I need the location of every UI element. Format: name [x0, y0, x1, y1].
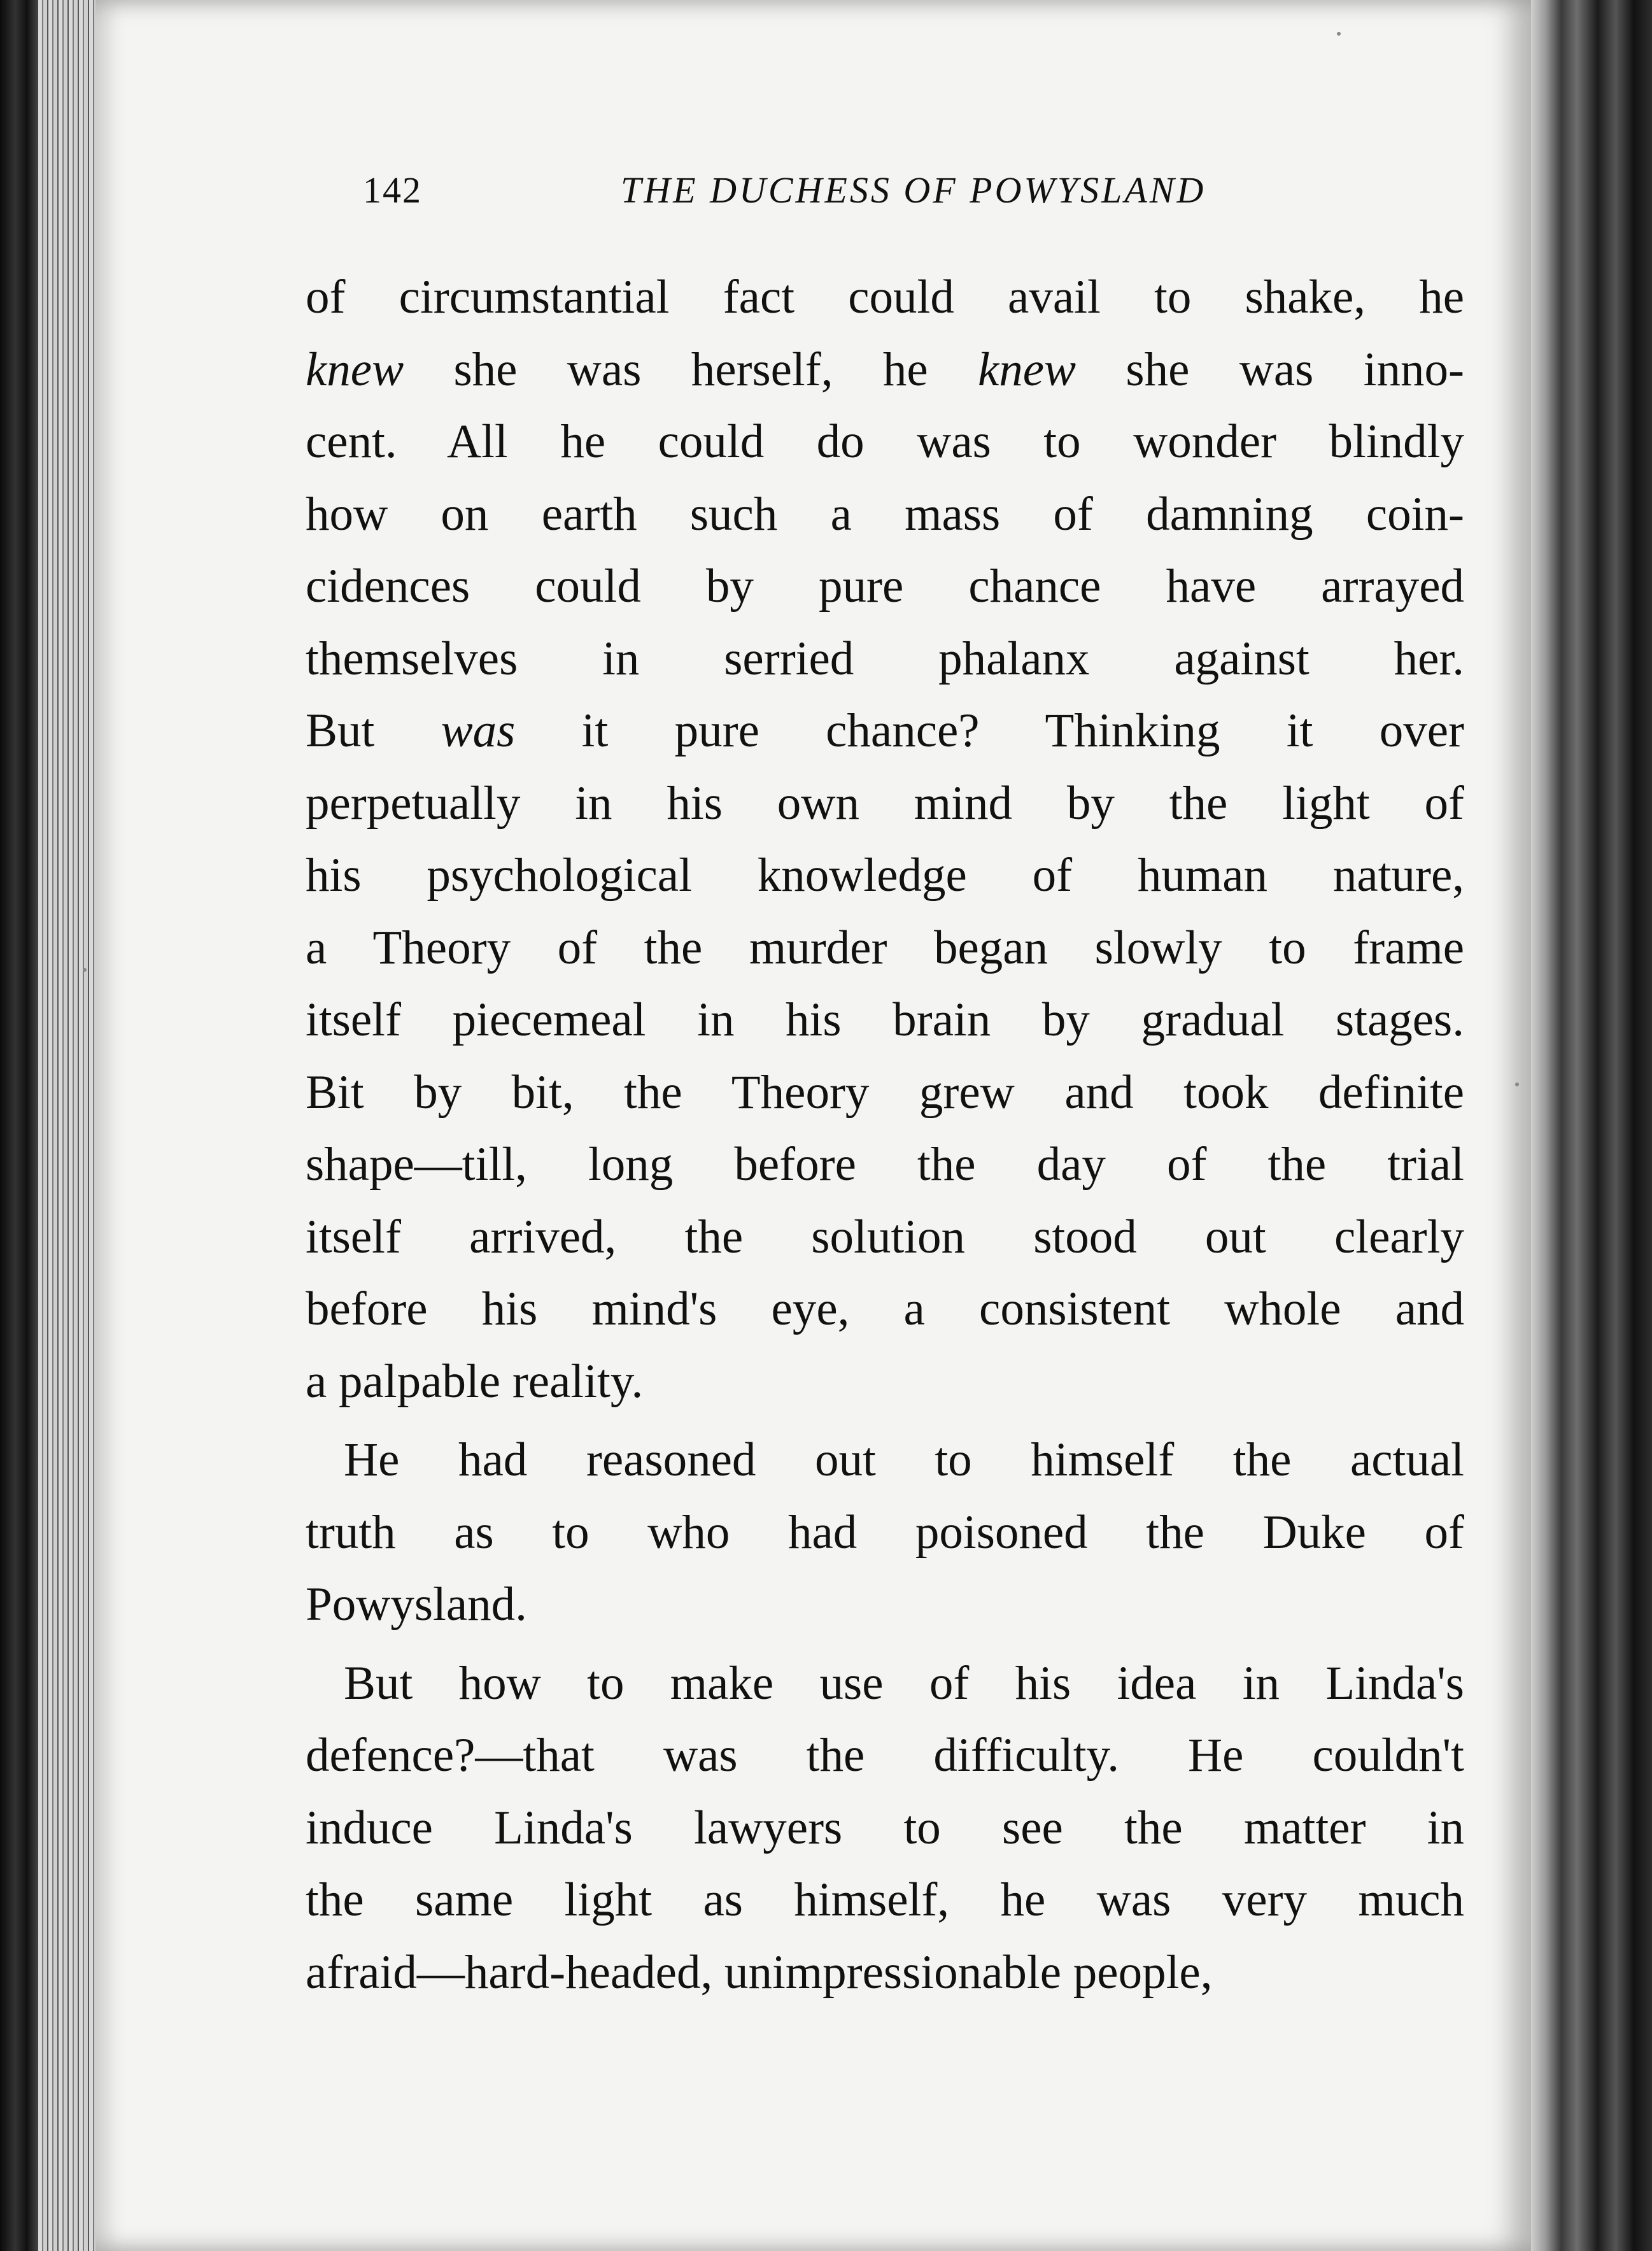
text-line: perpetually in his own mind by the light of	[306, 776, 1464, 830]
text-line: But was it pure chance? Thinking it over	[306, 704, 1464, 757]
text-line: cidences could by pure chance have arrayed	[306, 560, 1464, 613]
text-line: before his mind's eye, a consistent whole and	[306, 1282, 1464, 1335]
text-line: Bit by bit, the Theory grew and took definite	[306, 1065, 1464, 1119]
text-line: of circumstantial fact could avail to shake, he	[306, 271, 1464, 323]
book-title: THE DUCHESS OF POWYSLAND	[621, 169, 1206, 211]
text-line: shape—till, long before the day of the trial	[306, 1138, 1464, 1191]
page-edges-left	[38, 0, 95, 2251]
text-line: Powysland.	[306, 1578, 527, 1631]
book-page	[95, 0, 1531, 2251]
text-line: a palpable reality.	[306, 1354, 644, 1408]
text-line: defence?—that was the difficulty. He couldn't	[306, 1729, 1464, 1782]
text-line: truth as to who had poisoned the Duke of	[306, 1505, 1464, 1559]
page-number: 142	[363, 169, 422, 211]
text-line: He had reasoned out to himself the actual	[344, 1433, 1464, 1486]
page-edges-right	[1531, 0, 1652, 2251]
text-line: afraid—hard-headed, unimpressionable people,	[306, 1945, 1213, 1999]
text-line: induce Linda's lawyers to see the matter in	[306, 1801, 1464, 1854]
text-line: But how to make use of his idea in Linda's	[344, 1656, 1464, 1710]
text-line: how on earth such a mass of damning coin-	[306, 487, 1464, 541]
text-line: cent. All he could do was to wonder blindly	[306, 415, 1464, 468]
scan-speck	[83, 968, 87, 972]
text-line: themselves in serried phalanx against her.	[306, 632, 1464, 685]
paragraph-gap	[306, 1641, 1464, 1647]
scan-speck	[1515, 1083, 1519, 1086]
paragraph-gap	[306, 1417, 1464, 1424]
text-line: the same light as himself, he was very much	[306, 1873, 1464, 1926]
text-line: a Theory of the murder began slowly to frame	[306, 921, 1464, 974]
text-line: itself arrived, the solution stood out clearly	[306, 1210, 1464, 1263]
text-line: itself piecemeal in his brain by gradual stages.	[306, 993, 1464, 1046]
body-text	[306, 261, 1464, 2008]
text-line: knew she was herself, he knew she was inno-	[306, 343, 1464, 396]
scan-speck	[1337, 32, 1341, 36]
running-head	[363, 169, 1381, 226]
text-line: his psychological knowledge of human nature,	[306, 849, 1464, 902]
book-cover-edge	[0, 0, 38, 2251]
